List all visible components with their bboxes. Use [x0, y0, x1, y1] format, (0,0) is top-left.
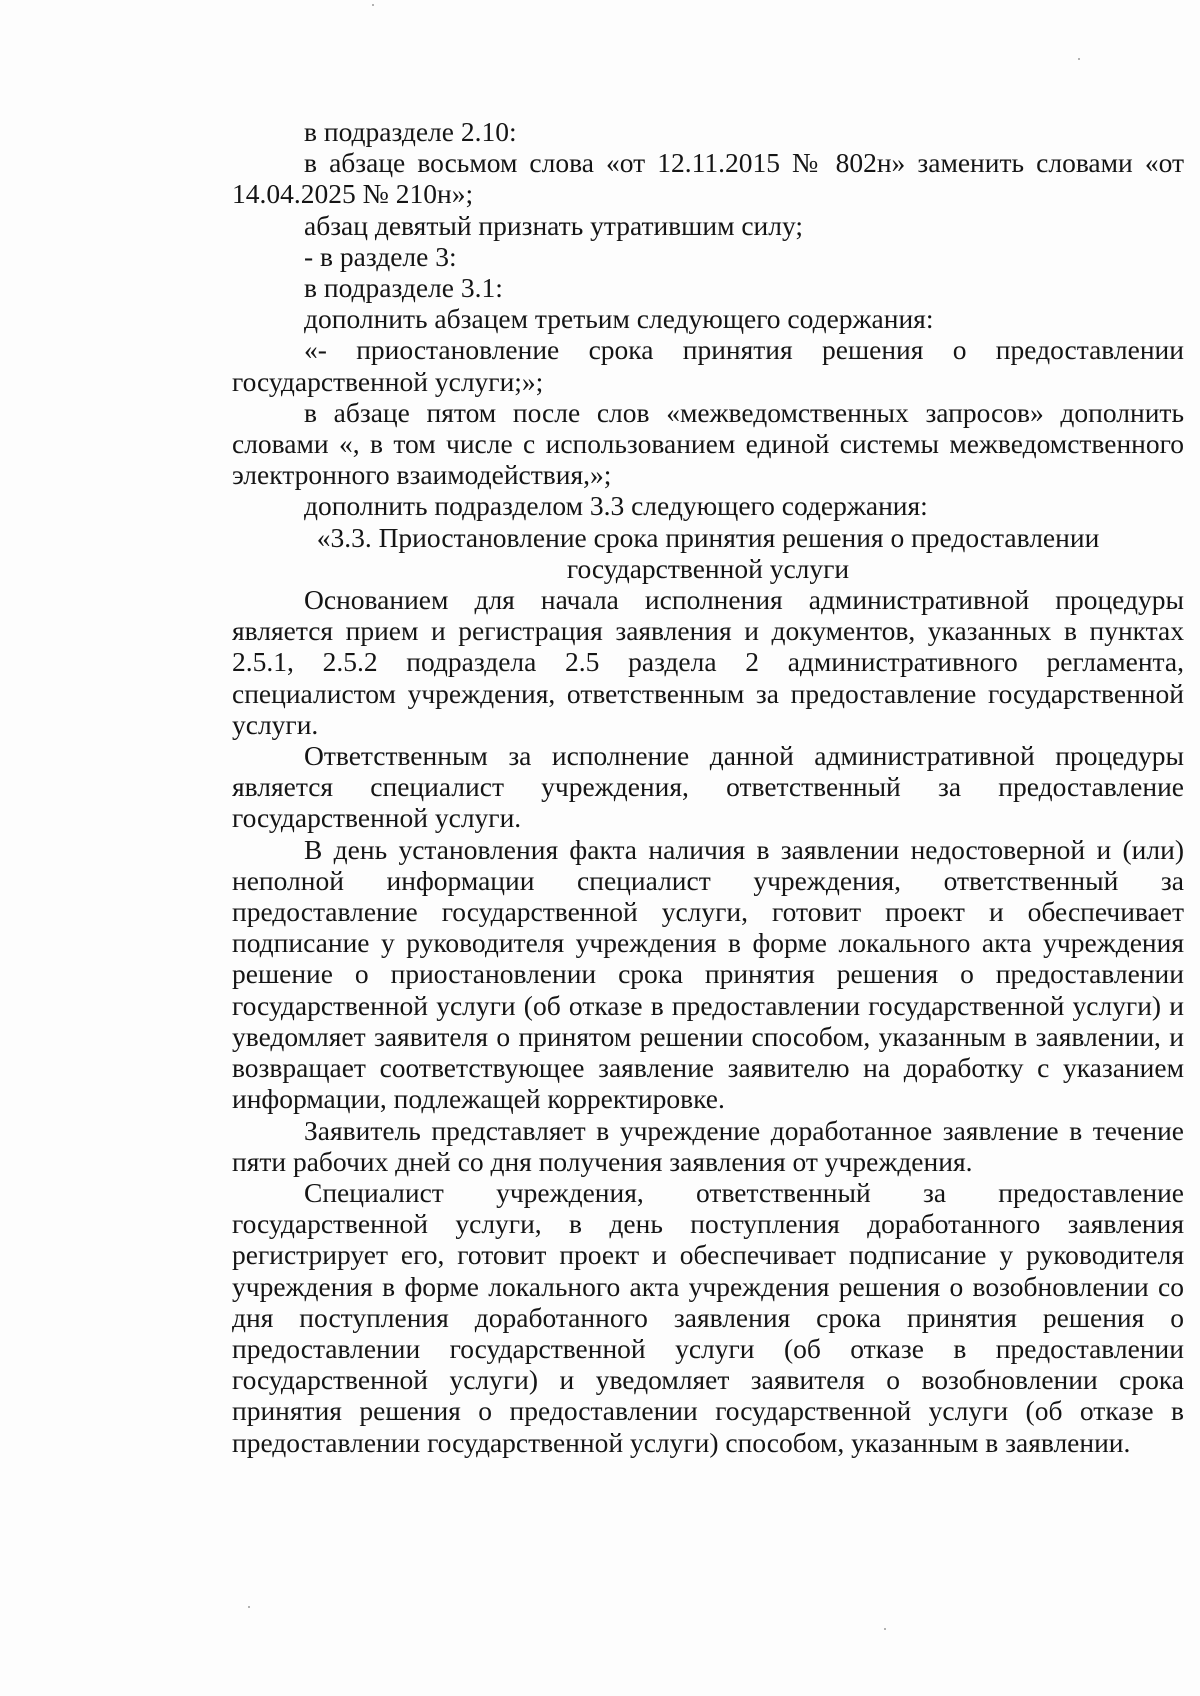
paragraph-ninth-invalid: абзац девятый признать утратившим силу; — [304, 209, 804, 241]
body-paragraph-resumption: Специалист учреждения, ответственный за предоставление государственной услуги, в день поступления доработанного заявления регистрирует его, готовит проект и обеспечивает подписание у руководителя учреждения в форме локального акта учреждения решения о возобновлении со дня поступления доработанного заявления срока принятия решения о предоставлении государственной услуги (об отказе в предоставлении государственной услуги) и уведомляет заявителя о возобновлении срока принятия решения о предоставлении государственной услуги (об отказе в предоставлении государственной услуги) способом, указанным в заявлении. — [232, 1176, 1184, 1458]
paragraph-add-subsection-3-3: дополнить подразделом 3.3 следующего содержания: — [304, 490, 928, 522]
paragraph-add-third: дополнить абзацем третьим следующего содержания: — [304, 303, 934, 335]
paragraph-replace-words: в абзаце восьмом слова «от 12.11.2015 № 802н» заменить словами «от 14.04.2025 № 210н»; — [232, 147, 1184, 210]
paragraph-fifth-addition: в абзаце пятом после слов «межведомственных запросов» дополнить словами «, в том числе с использованием единой системы межведомственного электронного взаимодействия,»; — [232, 396, 1184, 491]
body-paragraph-responsible: Ответственным за исполнение данной административной процедуры является специалист учреждения, ответственный за предоставление государственной услуги. — [232, 740, 1184, 834]
body-paragraph-applicant: Заявитель представляет в учреждение доработанное заявление в течение пяти рабочих дней со дня получения заявления от учреждения. — [232, 1114, 1184, 1177]
scan-speck — [884, 1628, 886, 1630]
subsection-heading — [232, 522, 1184, 584]
paragraph-section-3: - в разделе 3: — [304, 240, 457, 272]
scan-speck — [1078, 58, 1080, 60]
paragraph-subsection-3-1: в подразделе 3.1: — [304, 272, 503, 304]
heading-line-1: «3.3. Приостановление срока принятия решения о предоставлении — [316, 521, 1100, 553]
scan-speck — [248, 1606, 250, 1608]
body-paragraph-suspension: В день установления факта наличия в заявлении недостоверной и (или) неполной информации специалист учреждения, ответственный за предоставление государственной услуги, готовит проект и обеспечивает подписание у руководителя учреждения в форме локального акта учреждения решение о приостановлении срока принятия решения о предоставлении государственной услуги (об отказе в предоставлении государственной услуги) и уведомляет заявителя о принятом решении способом, указанным в заявлении, и возвращает соответствующее заявление заявителю на доработку с указанием информации, подлежащей корректировке. — [232, 833, 1184, 1115]
scan-speck — [372, 4, 374, 6]
body-paragraph-basis: Основанием для начала исполнения административной процедуры является прием и регистрация заявления и документов, указанных в пунктах 2.5.1, 2.5.2 подраздела 2.5 раздела 2 административного регламента, специалистом учреждения, ответственным за предоставление государственной услуги. — [232, 584, 1184, 740]
document-text — [232, 116, 1184, 1458]
paragraph-subsection-2-10: в подразделе 2.10: — [304, 116, 517, 147]
heading-line-2: государственной услуги — [566, 552, 850, 584]
paragraph-suspension-item: «- приостановление срока принятия решения о предоставлении государственной услуги;»; — [232, 334, 1184, 397]
